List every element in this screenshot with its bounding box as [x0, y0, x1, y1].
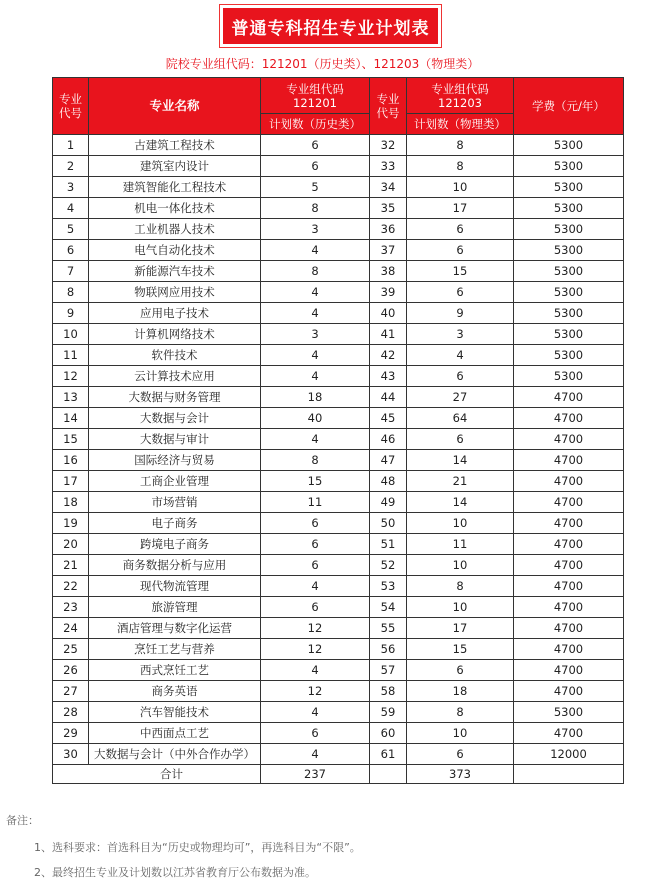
row-code2: 46 — [370, 429, 407, 450]
row-code: 17 — [53, 471, 89, 492]
row-fee: 5300 — [514, 177, 624, 198]
row-name: 旅游管理 — [89, 597, 261, 618]
row-hist: 3 — [261, 219, 370, 240]
row-hist: 6 — [261, 513, 370, 534]
row-fee: 4700 — [514, 534, 624, 555]
row-fee: 4700 — [514, 387, 624, 408]
total-empty — [370, 765, 407, 784]
row-name: 商务数据分析与应用 — [89, 555, 261, 576]
row-fee: 4700 — [514, 513, 624, 534]
header-group2: 专业组代码 121203 — [407, 78, 514, 114]
row-name: 现代物流管理 — [89, 576, 261, 597]
row-hist: 4 — [261, 429, 370, 450]
table-row — [53, 429, 624, 450]
row-code: 15 — [53, 429, 89, 450]
row-fee: 4700 — [514, 681, 624, 702]
row-code2: 33 — [370, 156, 407, 177]
row-code2: 36 — [370, 219, 407, 240]
row-code: 30 — [53, 744, 89, 765]
row-phys: 17 — [407, 198, 514, 219]
table-row — [53, 408, 624, 429]
row-hist: 6 — [261, 135, 370, 156]
row-code: 10 — [53, 324, 89, 345]
row-code2: 44 — [370, 387, 407, 408]
row-phys: 6 — [407, 282, 514, 303]
row-fee: 5300 — [514, 345, 624, 366]
table-row — [53, 660, 624, 681]
row-fee: 4700 — [514, 450, 624, 471]
row-hist: 4 — [261, 303, 370, 324]
row-fee: 5300 — [514, 303, 624, 324]
row-code: 7 — [53, 261, 89, 282]
row-code2: 35 — [370, 198, 407, 219]
row-name: 电子商务 — [89, 513, 261, 534]
header-fee: 学费（元/年） — [514, 78, 624, 135]
row-phys: 8 — [407, 702, 514, 723]
row-hist: 11 — [261, 492, 370, 513]
row-code: 5 — [53, 219, 89, 240]
row-hist: 12 — [261, 618, 370, 639]
row-code: 29 — [53, 723, 89, 744]
row-name: 古建筑工程技术 — [89, 135, 261, 156]
table-row — [53, 303, 624, 324]
row-phys: 15 — [407, 639, 514, 660]
row-fee: 4700 — [514, 471, 624, 492]
row-phys: 8 — [407, 135, 514, 156]
row-code2: 37 — [370, 240, 407, 261]
table-row — [53, 261, 624, 282]
row-hist: 8 — [261, 261, 370, 282]
row-phys: 15 — [407, 261, 514, 282]
table-row — [53, 324, 624, 345]
row-code2: 59 — [370, 702, 407, 723]
row-phys: 10 — [407, 513, 514, 534]
row-name: 云计算技术应用 — [89, 366, 261, 387]
total-hist: 237 — [261, 765, 370, 784]
table-row — [53, 744, 624, 765]
row-name: 烹饪工艺与营养 — [89, 639, 261, 660]
row-hist: 3 — [261, 324, 370, 345]
row-name: 电气自动化技术 — [89, 240, 261, 261]
row-fee: 5300 — [514, 366, 624, 387]
row-phys: 6 — [407, 240, 514, 261]
row-code: 13 — [53, 387, 89, 408]
row-fee: 4700 — [514, 723, 624, 744]
row-fee: 5300 — [514, 198, 624, 219]
row-phys: 11 — [407, 534, 514, 555]
note-2: 2、最终招生专业及计划数以江苏省教育厅公布数据为准。 — [34, 866, 316, 879]
row-name: 工业机器人技术 — [89, 219, 261, 240]
table-row — [53, 450, 624, 471]
table-row — [53, 387, 624, 408]
row-fee: 5300 — [514, 240, 624, 261]
row-fee: 5300 — [514, 702, 624, 723]
row-code2: 53 — [370, 576, 407, 597]
row-hist: 4 — [261, 345, 370, 366]
row-name: 软件技术 — [89, 345, 261, 366]
row-phys: 6 — [407, 366, 514, 387]
row-code2: 61 — [370, 744, 407, 765]
row-fee: 5300 — [514, 135, 624, 156]
row-hist: 4 — [261, 702, 370, 723]
row-code: 22 — [53, 576, 89, 597]
table-row — [53, 492, 624, 513]
row-code2: 56 — [370, 639, 407, 660]
row-fee: 4700 — [514, 618, 624, 639]
row-code2: 40 — [370, 303, 407, 324]
row-code2: 55 — [370, 618, 407, 639]
row-fee: 4700 — [514, 660, 624, 681]
row-phys: 8 — [407, 576, 514, 597]
row-phys: 10 — [407, 597, 514, 618]
row-phys: 10 — [407, 177, 514, 198]
row-code2: 50 — [370, 513, 407, 534]
header-group2-sub: 计划数（物理类） — [407, 114, 514, 135]
row-code: 25 — [53, 639, 89, 660]
table-row — [53, 597, 624, 618]
table-row — [53, 576, 624, 597]
row-phys: 6 — [407, 219, 514, 240]
row-code2: 49 — [370, 492, 407, 513]
row-phys: 9 — [407, 303, 514, 324]
table-row — [53, 219, 624, 240]
row-hist: 6 — [261, 156, 370, 177]
row-fee: 5300 — [514, 261, 624, 282]
row-name: 应用电子技术 — [89, 303, 261, 324]
row-phys: 64 — [407, 408, 514, 429]
row-fee: 4700 — [514, 639, 624, 660]
row-code: 20 — [53, 534, 89, 555]
row-name: 国际经济与贸易 — [89, 450, 261, 471]
row-hist: 8 — [261, 450, 370, 471]
row-name: 机电一体化技术 — [89, 198, 261, 219]
table-row — [53, 345, 624, 366]
row-code2: 60 — [370, 723, 407, 744]
row-name: 酒店管理与数字化运营 — [89, 618, 261, 639]
page-title: 普通专科招生专业计划表 — [223, 8, 438, 44]
header-code2: 专业代号 — [370, 78, 407, 135]
row-fee: 12000 — [514, 744, 624, 765]
row-code2: 51 — [370, 534, 407, 555]
table-row — [53, 156, 624, 177]
row-name: 大数据与会计（中外合作办学） — [89, 744, 261, 765]
row-fee: 4700 — [514, 597, 624, 618]
row-hist: 6 — [261, 555, 370, 576]
table-row — [53, 513, 624, 534]
note-1: 1、选科要求：首选科目为“历史或物理均可”，再选科目为“不限”。 — [34, 841, 361, 854]
row-name: 新能源汽车技术 — [89, 261, 261, 282]
row-code: 4 — [53, 198, 89, 219]
row-hist: 8 — [261, 198, 370, 219]
table-row — [53, 366, 624, 387]
row-code2: 52 — [370, 555, 407, 576]
header-group1-sub: 计划数（历史类） — [261, 114, 370, 135]
table-row — [53, 723, 624, 744]
row-code2: 43 — [370, 366, 407, 387]
plan-table — [52, 77, 624, 784]
row-fee: 4700 — [514, 429, 624, 450]
row-phys: 27 — [407, 387, 514, 408]
row-phys: 10 — [407, 555, 514, 576]
row-name: 大数据与会计 — [89, 408, 261, 429]
row-code: 21 — [53, 555, 89, 576]
row-name: 大数据与审计 — [89, 429, 261, 450]
header-name: 专业名称 — [89, 78, 261, 135]
row-code2: 47 — [370, 450, 407, 471]
row-phys: 3 — [407, 324, 514, 345]
header-code: 专业代号 — [53, 78, 89, 135]
row-name: 大数据与财务管理 — [89, 387, 261, 408]
table-row — [53, 681, 624, 702]
subtitle: 院校专业组代码：121201（历史类）、121203（物理类） — [165, 57, 480, 71]
table-row — [53, 534, 624, 555]
table-row — [53, 177, 624, 198]
row-hist: 12 — [261, 639, 370, 660]
table-row — [53, 282, 624, 303]
row-name: 西式烹饪工艺 — [89, 660, 261, 681]
row-code2: 57 — [370, 660, 407, 681]
row-hist: 4 — [261, 576, 370, 597]
row-code: 8 — [53, 282, 89, 303]
row-code2: 41 — [370, 324, 407, 345]
row-hist: 5 — [261, 177, 370, 198]
row-hist: 40 — [261, 408, 370, 429]
row-phys: 18 — [407, 681, 514, 702]
row-phys: 14 — [407, 492, 514, 513]
row-fee: 4700 — [514, 492, 624, 513]
row-hist: 6 — [261, 723, 370, 744]
row-code2: 58 — [370, 681, 407, 702]
row-code: 26 — [53, 660, 89, 681]
row-code: 3 — [53, 177, 89, 198]
row-name: 建筑室内设计 — [89, 156, 261, 177]
row-code: 12 — [53, 366, 89, 387]
row-phys: 14 — [407, 450, 514, 471]
row-name: 计算机网络技术 — [89, 324, 261, 345]
row-phys: 6 — [407, 660, 514, 681]
row-phys: 8 — [407, 156, 514, 177]
total-phys: 373 — [407, 765, 514, 784]
row-phys: 4 — [407, 345, 514, 366]
row-hist: 4 — [261, 744, 370, 765]
row-name: 跨境电子商务 — [89, 534, 261, 555]
row-fee: 5300 — [514, 156, 624, 177]
table-body — [53, 135, 624, 765]
title-frame — [219, 4, 442, 48]
table-row — [53, 639, 624, 660]
row-name: 中西面点工艺 — [89, 723, 261, 744]
row-fee: 4700 — [514, 408, 624, 429]
row-fee: 4700 — [514, 555, 624, 576]
header-group1: 专业组代码 121201 — [261, 78, 370, 114]
row-code: 14 — [53, 408, 89, 429]
row-code2: 39 — [370, 282, 407, 303]
row-code2: 34 — [370, 177, 407, 198]
row-hist: 6 — [261, 597, 370, 618]
table-row — [53, 555, 624, 576]
row-code: 28 — [53, 702, 89, 723]
row-code: 19 — [53, 513, 89, 534]
row-phys: 6 — [407, 744, 514, 765]
row-fee: 5300 — [514, 282, 624, 303]
row-name: 汽车智能技术 — [89, 702, 261, 723]
row-fee: 5300 — [514, 324, 624, 345]
row-code2: 42 — [370, 345, 407, 366]
row-code: 6 — [53, 240, 89, 261]
row-code: 16 — [53, 450, 89, 471]
total-label: 合计 — [53, 765, 261, 784]
row-code: 24 — [53, 618, 89, 639]
row-name: 商务英语 — [89, 681, 261, 702]
row-code: 27 — [53, 681, 89, 702]
row-phys: 6 — [407, 429, 514, 450]
row-fee: 4700 — [514, 576, 624, 597]
table-row — [53, 471, 624, 492]
table-row — [53, 198, 624, 219]
row-code: 2 — [53, 156, 89, 177]
row-name: 市场营销 — [89, 492, 261, 513]
row-hist: 12 — [261, 681, 370, 702]
row-code: 11 — [53, 345, 89, 366]
row-phys: 10 — [407, 723, 514, 744]
row-hist: 6 — [261, 534, 370, 555]
table-row — [53, 240, 624, 261]
row-phys: 17 — [407, 618, 514, 639]
row-code2: 48 — [370, 471, 407, 492]
total-fee-empty — [514, 765, 624, 784]
table-row — [53, 702, 624, 723]
row-hist: 4 — [261, 366, 370, 387]
row-name: 工商企业管理 — [89, 471, 261, 492]
row-phys: 21 — [407, 471, 514, 492]
row-hist: 18 — [261, 387, 370, 408]
row-code2: 54 — [370, 597, 407, 618]
row-code2: 32 — [370, 135, 407, 156]
row-code: 1 — [53, 135, 89, 156]
row-code2: 45 — [370, 408, 407, 429]
row-name: 建筑智能化工程技术 — [89, 177, 261, 198]
row-hist: 4 — [261, 282, 370, 303]
row-fee: 5300 — [514, 219, 624, 240]
row-hist: 4 — [261, 660, 370, 681]
table-row — [53, 618, 624, 639]
notes-label: 备注： — [6, 814, 39, 827]
row-code: 23 — [53, 597, 89, 618]
row-hist: 15 — [261, 471, 370, 492]
row-hist: 4 — [261, 240, 370, 261]
row-code2: 38 — [370, 261, 407, 282]
row-code: 18 — [53, 492, 89, 513]
row-code: 9 — [53, 303, 89, 324]
row-name: 物联网应用技术 — [89, 282, 261, 303]
table-row — [53, 135, 624, 156]
